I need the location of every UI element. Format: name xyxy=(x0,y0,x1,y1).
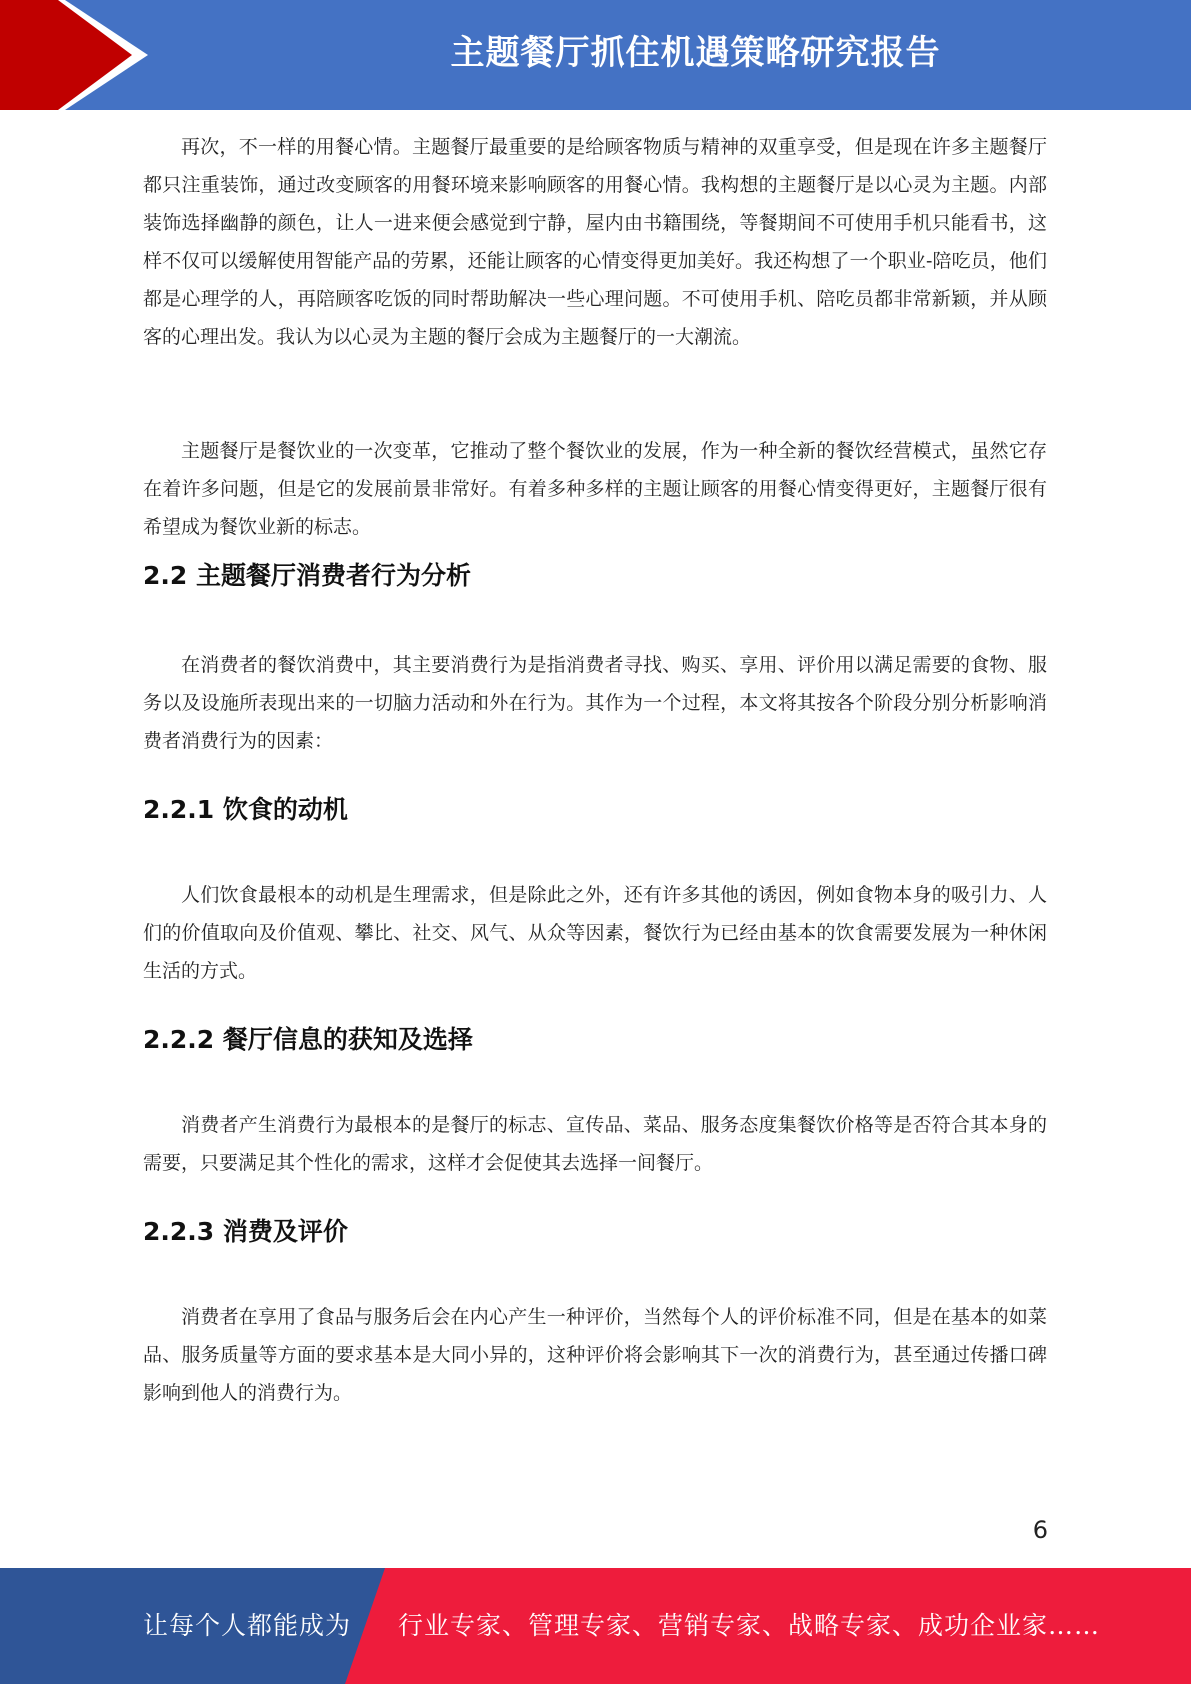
page-header xyxy=(0,0,1191,110)
section-heading-2-2-3: 2.2.3 消费及评价 xyxy=(143,1217,348,1246)
footer-slogan-right: 行业专家、管理专家、营销专家、战略专家、成功企业家…… xyxy=(398,1611,1101,1640)
page-number: 6 xyxy=(1032,1516,1048,1544)
paragraph-restaurant-selection: 消费者产生消费行为最根本的是餐厅的标志、宣传品、菜品、服务态度集餐饮价格等是否符合其本身的需要，只要满足其个性化的需求，这样才会促使其去选择一间餐厅。 xyxy=(143,1114,1047,1174)
header-title: 主题餐厅抓住机遇策略研究报告 xyxy=(450,33,941,73)
footer-slogan-left: 让每个人都能成为 xyxy=(143,1611,352,1640)
page-footer xyxy=(0,1568,1191,1684)
header-chevron-icon xyxy=(0,0,160,110)
section-heading-2-2: 2.2 主题餐厅消费者行为分析 xyxy=(143,561,471,590)
section-heading-2-2-2: 2.2.2 餐厅信息的获知及选择 xyxy=(143,1025,473,1054)
section-heading-2-2-1: 2.2.1 饮食的动机 xyxy=(143,795,348,824)
paragraph-consumer-behavior: 在消费者的餐饮消费中，其主要消费行为是指消费者寻找、购买、享用、评价用以满足需要的食物、服务以及设施所表现出来的一切脑力活动和外在行为。其作为一个过程，本文将其按各个阶段分别分析影响消费者消费行为的因素： xyxy=(143,654,1047,752)
paragraph-theme-mood: 再次，不一样的用餐心情。主题餐厅最重要的是给顾客物质与精神的双重享受，但是现在许多主题餐厅都只注重装饰，通过改变顾客的用餐环境来影响顾客的用餐心情。我构想的主题餐厅是以心灵为主题。内部装饰选择幽静的颜色，让人一进来便会感觉到宁静，屋内由书籍围绕，等餐期间不可使用手机只能看书，这样不仅可以缓解使用智能产品的劳累，还能让顾客的心情变得更加美好。我还构想了一个职业-陪吃员，他们都是心理学的人，再陪顾客吃饭的同时帮助解决一些心理问题。不可使用手机、陪吃员都非常新颖，并从顾客的心理出发。我认为以心灵为主题的餐厅会成为主题餐厅的一大潮流。 xyxy=(143,136,1047,348)
document-body xyxy=(143,128,1047,1412)
paragraph-dining-motivation: 人们饮食最根本的动机是生理需求，但是除此之外，还有许多其他的诱因，例如食物本身的吸引力、人们的价值取向及价值观、攀比、社交、风气、从众等因素，餐饮行为已经由基本的饮食需要发展为一种休闲生活的方式。 xyxy=(143,884,1047,982)
paragraph-theme-summary: 主题餐厅是餐饮业的一次变革，它推动了整个餐饮业的发展，作为一种全新的餐饮经营模式，虽然它存在着许多问题，但是它的发展前景非常好。有着多种多样的主题让顾客的用餐心情变得更好，主题餐厅很有希望成为餐饮业新的标志。 xyxy=(143,440,1047,538)
paragraph-consumption-evaluation: 消费者在享用了食品与服务后会在内心产生一种评价，当然每个人的评价标准不同，但是在基本的如菜品、服务质量等方面的要求基本是大同小异的，这种评价将会影响其下一次的消费行为，甚至通过传播口碑影响到他人的消费行为。 xyxy=(143,1306,1047,1404)
